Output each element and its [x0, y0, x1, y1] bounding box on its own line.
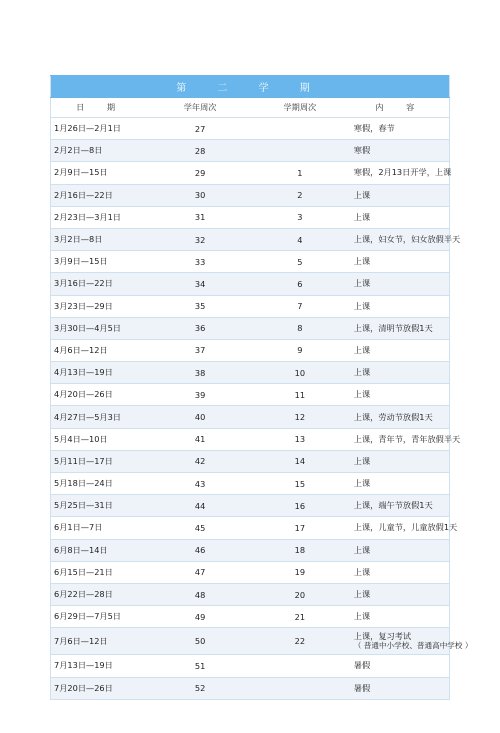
row-date	[51, 628, 151, 655]
header-date: 日 期	[51, 98, 151, 118]
row-year-week-text: 34	[194, 278, 206, 289]
row-year-week	[150, 317, 250, 339]
row-date-text: 7月13日—19日	[54, 660, 113, 671]
table-row	[51, 295, 450, 317]
row-term-week-text: 13	[294, 434, 306, 445]
row-term-week-text: 14	[294, 456, 306, 467]
table-row	[51, 339, 450, 361]
row-content-text: 寒假，春节	[353, 123, 395, 134]
row-term-week	[250, 539, 350, 561]
row-date-text: 5月18日—24日	[54, 478, 113, 489]
row-content-text: 上课	[353, 300, 371, 311]
row-year-week	[150, 118, 250, 140]
row-term-week-text: 16	[294, 500, 306, 511]
table-row	[51, 677, 450, 699]
row-date	[51, 162, 151, 184]
table-row	[51, 583, 450, 605]
row-date-text: 6月29日—7月5日	[54, 611, 121, 622]
row-date-text: 1月26日—2月1日	[54, 123, 121, 134]
table-row	[51, 251, 450, 273]
row-year-week-text: 37	[194, 345, 206, 356]
row-content-text: 上课	[353, 389, 371, 400]
row-term-week	[250, 450, 350, 472]
row-content	[350, 295, 450, 317]
row-term-week	[250, 428, 350, 450]
row-term-week	[250, 473, 350, 495]
row-content-text: 寒假，2月13日开学，上课	[353, 167, 452, 178]
header-term-week: 学期周次	[250, 98, 350, 118]
row-term-week-text: 1	[297, 167, 303, 178]
row-content	[350, 561, 450, 583]
row-date-text: 5月4日—10日	[54, 433, 108, 444]
row-content	[350, 495, 450, 517]
row-content	[350, 317, 450, 339]
row-year-week-text: 31	[194, 212, 206, 223]
row-term-week	[250, 184, 350, 206]
row-content-text: 上课	[353, 278, 371, 289]
row-year-week-text: 51	[194, 660, 206, 671]
row-term-week	[250, 655, 350, 677]
row-term-week	[250, 251, 350, 273]
row-term-week	[250, 317, 350, 339]
row-date-text: 5月25日—31日	[54, 500, 113, 511]
row-content-text: 上课	[353, 455, 371, 466]
row-year-week-text: 30	[194, 190, 206, 201]
row-date-text: 3月9日—15日	[54, 256, 108, 267]
row-term-week	[250, 583, 350, 605]
row-year-week-text: 35	[194, 301, 206, 312]
row-content-note: （ 普通中小学校、普通高中学校 ）	[353, 641, 473, 651]
row-content	[350, 655, 450, 677]
row-content-text: 上课，清明节放假1天	[353, 322, 433, 333]
row-term-week-text: 4	[297, 234, 303, 245]
row-content	[350, 677, 450, 699]
row-year-week-text: 48	[194, 589, 206, 600]
table-row	[51, 655, 450, 677]
row-term-week-text: 18	[294, 545, 306, 556]
row-term-week	[250, 118, 350, 140]
row-term-week-text: 7	[297, 301, 303, 312]
row-year-week	[150, 561, 250, 583]
row-date	[51, 517, 151, 539]
table-row	[51, 317, 450, 339]
row-content-text: 上课，青年节，青年放假半天	[353, 433, 461, 444]
row-year-week	[150, 295, 250, 317]
row-content	[350, 251, 450, 273]
table-row	[51, 228, 450, 250]
row-content-text: 暑假	[353, 682, 371, 693]
row-date	[51, 406, 151, 428]
row-date-text: 2月2日—8日	[54, 145, 103, 156]
table-row	[51, 184, 450, 206]
row-year-week	[150, 583, 250, 605]
row-term-week-text: 6	[297, 278, 303, 289]
row-year-week-text: 29	[194, 167, 206, 178]
row-term-week-text: 19	[294, 567, 306, 578]
row-content	[350, 162, 450, 184]
row-year-week-text: 49	[194, 611, 206, 622]
header-row	[51, 98, 450, 118]
table-row	[51, 140, 450, 162]
row-term-week	[250, 295, 350, 317]
row-content	[350, 628, 473, 655]
row-content-text: 上课	[353, 478, 371, 489]
row-content	[350, 583, 450, 605]
row-date-text: 6月15日—21日	[54, 566, 113, 577]
row-year-week	[150, 273, 250, 295]
semester-calendar	[50, 75, 473, 700]
title-row	[51, 76, 450, 98]
row-date	[51, 384, 151, 406]
row-term-week	[250, 140, 350, 162]
row-date-text: 4月27日—5月3日	[54, 411, 121, 422]
row-term-week-text: 11	[294, 389, 306, 400]
row-year-week	[150, 517, 250, 539]
table-row	[51, 273, 450, 295]
row-content-text: 上课	[353, 566, 371, 577]
row-year-week-text: 52	[194, 683, 206, 694]
row-year-week	[150, 428, 250, 450]
row-year-week	[150, 495, 250, 517]
row-date	[51, 118, 151, 140]
row-year-week	[150, 450, 250, 472]
row-date	[51, 561, 151, 583]
row-content-text: 上课	[353, 611, 371, 622]
row-content	[350, 473, 450, 495]
row-content-text: 上课	[353, 344, 371, 355]
row-date-text: 3月16日—22日	[54, 278, 113, 289]
table-row	[51, 473, 450, 495]
row-date	[51, 251, 151, 273]
row-date	[51, 677, 151, 699]
row-year-week-text: 28	[194, 145, 206, 156]
row-term-week	[250, 339, 350, 361]
row-date-text: 4月20日—26日	[54, 389, 113, 400]
row-date	[51, 539, 151, 561]
row-year-week-text: 43	[194, 478, 206, 489]
row-year-week	[150, 539, 250, 561]
row-date-text: 3月2日—8日	[54, 234, 103, 245]
row-term-week	[250, 628, 350, 655]
table-row	[51, 118, 450, 140]
row-date-text: 4月6日—12日	[54, 344, 108, 355]
row-term-week-text: 22	[294, 636, 306, 647]
row-date	[51, 606, 151, 628]
row-content	[350, 606, 450, 628]
row-content-text: 上课	[353, 211, 371, 222]
row-term-week-text: 21	[294, 611, 306, 622]
row-content-text: 上课	[353, 589, 371, 600]
row-date-text: 3月30日—4月5日	[54, 322, 121, 333]
row-year-week	[150, 473, 250, 495]
row-content-text: 寒假	[353, 145, 371, 156]
row-term-week-text: 2	[297, 190, 303, 201]
row-term-week	[250, 606, 350, 628]
row-date	[51, 339, 151, 361]
row-term-week	[250, 495, 350, 517]
row-date-text: 2月23日—3月1日	[54, 211, 121, 222]
row-year-week	[150, 655, 250, 677]
row-content	[350, 406, 450, 428]
row-year-week-text: 46	[194, 545, 206, 556]
header-content: 内 容	[350, 98, 450, 118]
row-content-text: 上课	[353, 256, 371, 267]
row-content-text: 上课，儿童节，儿童放假1天	[353, 522, 458, 533]
row-year-week	[150, 206, 250, 228]
row-term-week-text: 10	[294, 367, 306, 378]
row-content-text: 上课，复习考试	[353, 631, 412, 642]
row-year-week	[150, 184, 250, 206]
row-term-week	[250, 362, 350, 384]
row-term-week-text: 5	[297, 256, 303, 267]
row-year-week	[150, 228, 250, 250]
row-term-week	[250, 406, 350, 428]
row-term-week	[250, 228, 350, 250]
row-term-week	[250, 273, 350, 295]
row-date	[51, 273, 151, 295]
row-date	[51, 473, 151, 495]
row-date-text: 2月16日—22日	[54, 189, 113, 200]
row-date	[51, 450, 151, 472]
row-year-week-text: 27	[194, 123, 206, 134]
row-date	[51, 228, 151, 250]
row-content	[350, 206, 450, 228]
row-content	[350, 228, 461, 250]
row-year-week-text: 50	[194, 636, 206, 647]
row-term-week	[250, 384, 350, 406]
row-date	[51, 428, 151, 450]
semester-title: 第 二 学 期	[51, 76, 450, 98]
row-year-week	[150, 251, 250, 273]
row-content-text: 暑假	[353, 660, 371, 671]
row-content-text: 上课，端午节放假1天	[353, 500, 433, 511]
row-date-text: 7月20日—26日	[54, 682, 113, 693]
table-row	[51, 495, 450, 517]
row-content	[350, 428, 461, 450]
table-row	[51, 206, 450, 228]
table-row	[51, 428, 450, 450]
row-term-week-text: 20	[294, 589, 306, 600]
row-year-week-text: 45	[194, 522, 206, 533]
row-content	[350, 339, 450, 361]
row-date	[51, 495, 151, 517]
row-year-week	[150, 384, 250, 406]
table-row	[51, 628, 450, 655]
row-date-text: 2月9日—15日	[54, 167, 108, 178]
row-term-week-text: 8	[297, 323, 303, 334]
row-content-text: 上课	[353, 367, 371, 378]
row-date	[51, 140, 151, 162]
row-date-text: 6月1日—7日	[54, 522, 103, 533]
header-year-week: 学年周次	[150, 98, 250, 118]
row-date	[51, 583, 151, 605]
row-content-text: 上课	[353, 189, 371, 200]
row-content-text: 上课，劳动节放假1天	[353, 411, 433, 422]
row-term-week-text: 17	[294, 522, 306, 533]
row-term-week-text: 15	[294, 478, 306, 489]
calendar-table	[50, 75, 473, 700]
row-year-week	[150, 362, 250, 384]
row-date-text: 6月8日—14日	[54, 544, 108, 555]
row-content	[350, 517, 458, 539]
row-year-week-text: 38	[194, 367, 206, 378]
row-term-week-text: 12	[294, 412, 306, 423]
row-date-text: 3月23日—29日	[54, 300, 113, 311]
row-year-week-text: 33	[194, 256, 206, 267]
row-term-week	[250, 677, 350, 699]
row-content	[350, 539, 450, 561]
row-date-text: 7月6日—12日	[54, 636, 108, 647]
row-year-week-text: 36	[194, 323, 206, 334]
row-content-text: 上课，妇女节，妇女放假半天	[353, 234, 461, 245]
row-term-week	[250, 162, 350, 184]
row-year-week	[150, 628, 250, 655]
row-term-week	[250, 561, 350, 583]
row-date	[51, 362, 151, 384]
table-row	[51, 362, 450, 384]
row-year-week-text: 39	[194, 389, 206, 400]
table-row	[51, 450, 450, 472]
row-year-week	[150, 140, 250, 162]
row-content	[350, 384, 450, 406]
row-term-week	[250, 206, 350, 228]
row-year-week-text: 41	[194, 434, 206, 445]
row-year-week	[150, 406, 250, 428]
row-term-week	[250, 517, 350, 539]
row-term-week-text: 3	[297, 212, 303, 223]
row-date	[51, 295, 151, 317]
row-content	[350, 273, 450, 295]
row-date	[51, 317, 151, 339]
row-date	[51, 184, 151, 206]
table-row	[51, 384, 450, 406]
row-content	[350, 140, 450, 162]
row-content	[350, 450, 450, 472]
table-row	[51, 539, 450, 561]
table-row	[51, 561, 450, 583]
row-year-week	[150, 606, 250, 628]
row-year-week	[150, 339, 250, 361]
row-year-week-text: 47	[194, 567, 206, 578]
row-year-week	[150, 162, 250, 184]
row-content	[350, 362, 450, 384]
table-row	[51, 162, 450, 184]
table-row	[51, 517, 450, 539]
row-year-week-text: 42	[194, 456, 206, 467]
row-date-text: 5月11日—17日	[54, 455, 113, 466]
row-date-text: 6月22日—28日	[54, 589, 113, 600]
row-date	[51, 206, 151, 228]
row-year-week-text: 40	[194, 412, 206, 423]
row-date	[51, 655, 151, 677]
row-year-week	[150, 677, 250, 699]
row-year-week-text: 44	[194, 500, 206, 511]
row-content	[350, 118, 450, 140]
row-content-text: 上课	[353, 544, 371, 555]
table-row	[51, 606, 450, 628]
table-row	[51, 406, 450, 428]
row-year-week-text: 32	[194, 234, 206, 245]
row-date-text: 4月13日—19日	[54, 367, 113, 378]
row-content	[350, 184, 450, 206]
row-term-week-text: 9	[297, 345, 303, 356]
